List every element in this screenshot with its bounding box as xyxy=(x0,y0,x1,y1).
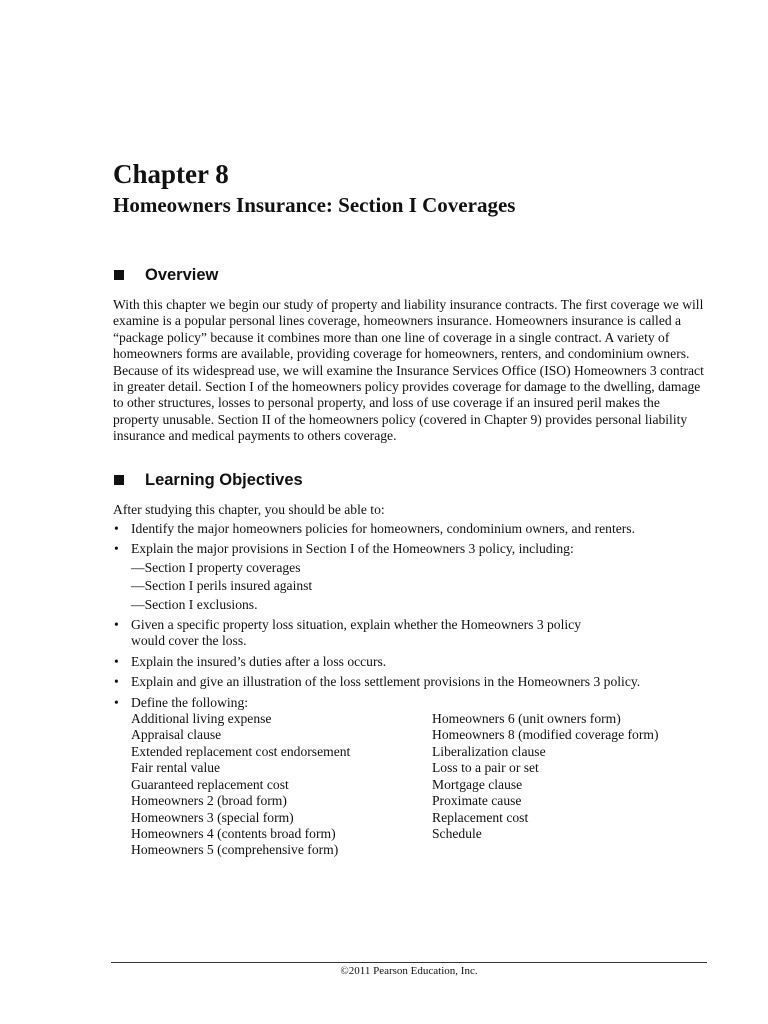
learning-objectives-heading xyxy=(113,470,303,490)
term-item: Replacement cost xyxy=(432,809,529,825)
list-item-text: Identify the major homeowners policies for homeowners, condominium owners, and renters. xyxy=(131,521,635,536)
list-item xyxy=(113,541,707,613)
term-item: Guaranteed replacement cost xyxy=(131,776,289,792)
bullet-icon: • xyxy=(114,653,119,669)
chapter-title: Chapter 8 xyxy=(113,159,229,189)
terms-columns xyxy=(131,711,707,859)
footer-divider xyxy=(111,962,707,963)
term-item: Loss to a pair or set xyxy=(432,760,539,776)
bullet-icon: • xyxy=(114,541,119,557)
list-item xyxy=(113,521,707,537)
list-item-text: Explain the major provisions in Section I of the Homeowners 3 policy, including: xyxy=(131,541,574,557)
sub-item: —Section I perils insured against xyxy=(131,578,313,594)
term-item: Fair rental value xyxy=(131,760,221,776)
list-item xyxy=(113,654,707,670)
term-item: Homeowners 5 (comprehensive form) xyxy=(131,842,339,858)
term-item: Homeowners 4 (contents broad form) xyxy=(131,825,336,841)
bullet-icon: • xyxy=(114,521,119,536)
square-bullet-icon xyxy=(114,270,124,280)
overview-heading xyxy=(113,265,218,285)
list-item-text: Given a specific property loss situation, explain whether the Homeowners 3 policy xyxy=(131,617,581,633)
overview-heading-text: Overview xyxy=(145,266,219,284)
sub-item: —Section I exclusions. xyxy=(131,596,258,612)
term-item: Homeowners 8 (modified coverage form) xyxy=(432,727,659,743)
chapter-subtitle: Homeowners Insurance: Section I Coverages xyxy=(113,193,516,217)
term-item: Appraisal clause xyxy=(131,727,222,743)
term-item: Homeowners 2 (broad form) xyxy=(131,793,287,809)
list-item-continuation: would cover the loss. xyxy=(131,633,247,649)
list-item-text: Explain the insured’s duties after a loss occurs. xyxy=(131,653,387,669)
term-item: Mortgage clause xyxy=(432,776,523,792)
objectives-intro: After studying this chapter, you should be able to: xyxy=(113,502,385,517)
bullet-icon: • xyxy=(114,617,119,633)
term-item: Liberalization clause xyxy=(432,743,546,759)
bullet-icon: • xyxy=(114,694,119,710)
term-item: Additional living expense xyxy=(131,711,272,727)
list-item xyxy=(113,674,707,690)
objectives-list xyxy=(113,521,707,863)
footer-copyright: ©2011 Pearson Education, Inc. xyxy=(340,965,478,977)
term-item: Proximate cause xyxy=(432,793,522,809)
term-item: Schedule xyxy=(432,825,482,841)
list-item xyxy=(113,695,707,859)
term-item: Homeowners 3 (special form) xyxy=(131,809,294,825)
learning-objectives-heading-text: Learning Objectives xyxy=(145,471,303,489)
list-item-text: Define the following: xyxy=(131,694,249,710)
term-item: Extended replacement cost endorsement xyxy=(131,743,351,759)
list-item-text: Explain and give an illustration of the loss settlement provisions in the Homeowners 3 policy. xyxy=(131,674,641,690)
list-item xyxy=(113,617,707,650)
bullet-icon: • xyxy=(114,674,119,690)
terms-column-right xyxy=(432,711,658,859)
overview-paragraph: With this chapter we begin our study of property and liability insurance contracts. The first coverage we will examine is a popular personal lines coverage, homeowners insurance. Homeowners insurance is called a “package policy” because it combines more than one line of coverage in a single contract. A variety of homeowners forms are available, providing coverage for homeowners, renters, and condominium owners. Because of its widespread use, we will examine the Insurance Services Office (ISO) Homeowners 3 contract in greater detail. Section I of the homeowners policy provides coverage for damage to the dwelling, damage to other structures, losses to personal property, and loss of use coverage if an insured peril makes the property unusable. Section II of the homeowners policy (covered in Chapter 9) provides personal liability insurance and medical payments to others coverage. xyxy=(113,297,704,444)
term-item: Homeowners 6 (unit owners form) xyxy=(432,711,621,727)
square-bullet-icon xyxy=(114,475,124,485)
terms-column-left xyxy=(131,711,432,859)
sub-item: —Section I property coverages xyxy=(131,559,301,575)
